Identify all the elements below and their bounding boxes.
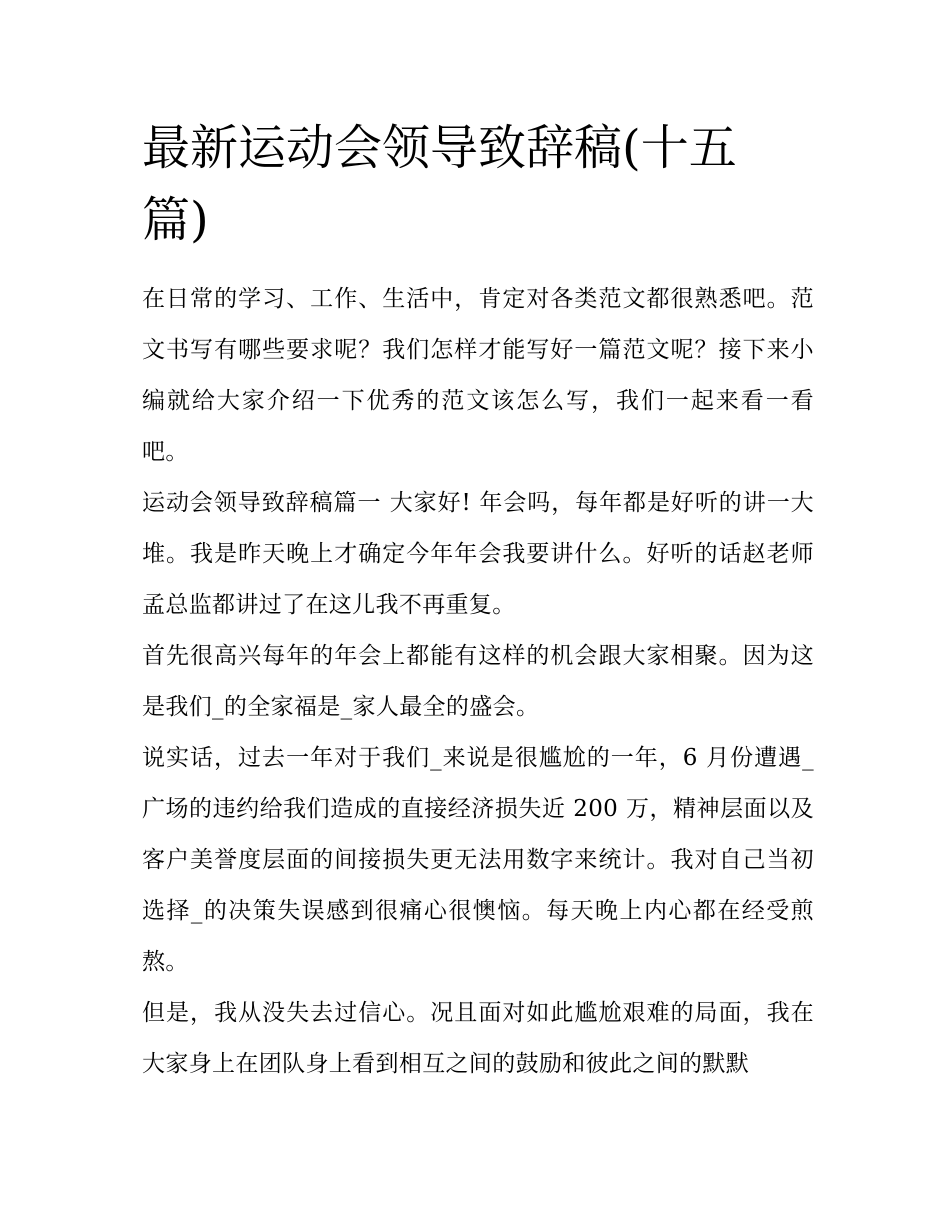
paragraph-intro: 在日常的学习、工作、生活中，肯定对各类范文都很熟悉吧。范文书写有哪些要求呢？我们怎样才能写好一篇范文呢？接下来小编就给大家介绍一下优秀的范文该怎么写，我们一起来看一看吧。	[142, 286, 814, 465]
paragraph-past-year: 说实话，过去一年对于我们_来说是很尴尬的一年，6 月份遭遇_广场的违约给我们造成的直接经济损失近 200 万，精神层面以及客户美誉度层面的间接损失更无法用数字来统计。我对自己当初选择_的决策失误感到很痛心很懊恼。每天晚上内心都在经受煎熬。	[142, 745, 814, 975]
document-body	[142, 274, 814, 1090]
paragraph-reunion: 首先很高兴每年的年会上都能有这样的机会跟大家相聚。因为这是我们_的全家福是_家人最全的盛会。	[142, 643, 814, 720]
document-title: 最新运动会领导致辞稿(十五篇)	[142, 120, 737, 248]
document-content	[142, 112, 814, 1090]
paragraph-greeting: 运动会领导致辞稿篇一 大家好! 年会吗，每年都是好听的讲一大堆。我是昨天晚上才确定今年年会我要讲什么。好听的话赵老师孟总监都讲过了在这儿我不再重复。	[142, 490, 814, 618]
paragraph-confidence: 但是，我从没失去过信心。况且面对如此尴尬艰难的局面，我在大家身上在团队身上看到相互之间的鼓励和彼此之间的默默	[142, 1000, 814, 1077]
